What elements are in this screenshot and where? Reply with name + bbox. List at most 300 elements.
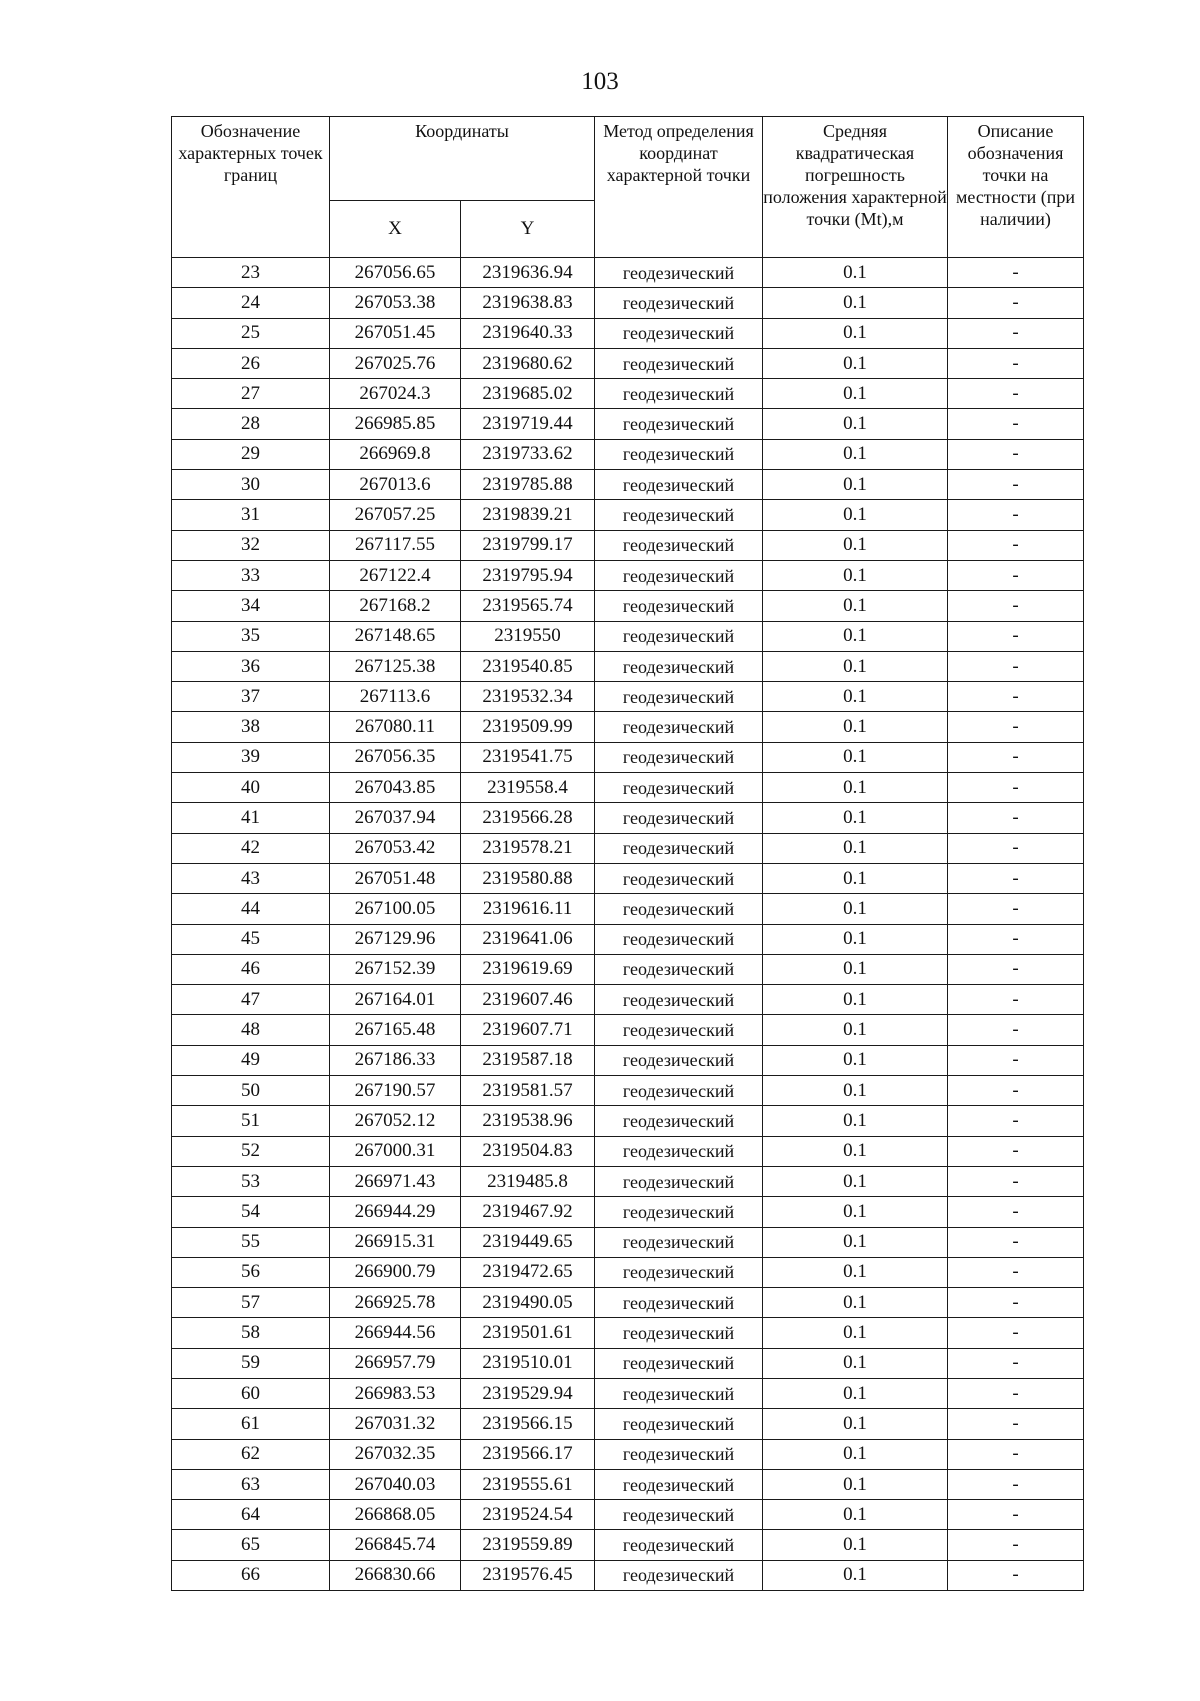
table-row: [172, 742, 1084, 772]
cell-point: 47: [172, 985, 330, 1015]
cell-method: геодезический: [595, 1166, 763, 1196]
cell-y: 2319616.11: [461, 894, 595, 924]
cell-y: 2319733.62: [461, 439, 595, 469]
cell-point: 51: [172, 1106, 330, 1136]
cell-method: геодезический: [595, 833, 763, 863]
cell-method: геодезический: [595, 409, 763, 439]
table-row: [172, 1348, 1084, 1378]
cell-description: -: [948, 500, 1084, 530]
cell-description: -: [948, 1106, 1084, 1136]
cell-error: 0.1: [763, 954, 948, 984]
cell-description: -: [948, 651, 1084, 681]
cell-error: 0.1: [763, 1378, 948, 1408]
cell-error: 0.1: [763, 742, 948, 772]
cell-method: геодезический: [595, 1409, 763, 1439]
cell-x: 267013.6: [330, 470, 461, 500]
table-row: [172, 379, 1084, 409]
cell-method: геодезический: [595, 1469, 763, 1499]
cell-y: 2319636.94: [461, 258, 595, 288]
table-row: [172, 258, 1084, 288]
cell-description: -: [948, 470, 1084, 500]
cell-description: -: [948, 439, 1084, 469]
cell-description: -: [948, 1076, 1084, 1106]
table-row: [172, 409, 1084, 439]
table-row: [172, 1439, 1084, 1469]
table-header: [172, 117, 1084, 258]
cell-point: 23: [172, 258, 330, 288]
table-row: [172, 318, 1084, 348]
cell-description: -: [948, 1348, 1084, 1378]
cell-error: 0.1: [763, 773, 948, 803]
table-row: [172, 1409, 1084, 1439]
cell-error: 0.1: [763, 1227, 948, 1257]
cell-method: геодезический: [595, 1136, 763, 1166]
cell-x: 267056.35: [330, 742, 461, 772]
cell-x: 267122.4: [330, 560, 461, 590]
cell-error: 0.1: [763, 924, 948, 954]
cell-point: 33: [172, 560, 330, 590]
cell-error: 0.1: [763, 1469, 948, 1499]
table-row: [172, 1530, 1084, 1560]
header-method: Метод определения координат характерной точки: [595, 117, 763, 258]
cell-y: 2319685.02: [461, 379, 595, 409]
cell-x: 267113.6: [330, 682, 461, 712]
cell-x: 267025.76: [330, 348, 461, 378]
cell-x: 267164.01: [330, 985, 461, 1015]
cell-y: 2319578.21: [461, 833, 595, 863]
table-row: [172, 1318, 1084, 1348]
cell-x: 267129.96: [330, 924, 461, 954]
table-row: [172, 1560, 1084, 1590]
table-body: [172, 258, 1084, 1591]
cell-y: 2319449.65: [461, 1227, 595, 1257]
cell-description: -: [948, 1318, 1084, 1348]
cell-description: -: [948, 621, 1084, 651]
cell-point: 24: [172, 288, 330, 318]
cell-x: 266845.74: [330, 1530, 461, 1560]
cell-method: геодезический: [595, 651, 763, 681]
cell-description: -: [948, 1166, 1084, 1196]
cell-description: -: [948, 833, 1084, 863]
table-row: [172, 500, 1084, 530]
cell-method: геодезический: [595, 530, 763, 560]
cell-error: 0.1: [763, 1076, 948, 1106]
cell-y: 2319795.94: [461, 560, 595, 590]
cell-x: 266969.8: [330, 439, 461, 469]
cell-point: 39: [172, 742, 330, 772]
cell-description: -: [948, 1409, 1084, 1439]
cell-error: 0.1: [763, 985, 948, 1015]
cell-y: 2319472.65: [461, 1257, 595, 1287]
cell-error: 0.1: [763, 1560, 948, 1590]
table-row: [172, 439, 1084, 469]
cell-y: 2319524.54: [461, 1500, 595, 1530]
cell-point: 37: [172, 682, 330, 712]
table-row: [172, 651, 1084, 681]
cell-error: 0.1: [763, 1530, 948, 1560]
header-description: Описание обозначения точки на местности (при наличии): [948, 117, 1084, 258]
cell-y: 2319550: [461, 621, 595, 651]
table-row: [172, 803, 1084, 833]
cell-y: 2319559.89: [461, 1530, 595, 1560]
table-row: [172, 1469, 1084, 1499]
cell-y: 2319485.8: [461, 1166, 595, 1196]
cell-x: 267000.31: [330, 1136, 461, 1166]
coordinates-table: [171, 116, 1084, 1591]
cell-method: геодезический: [595, 470, 763, 500]
cell-error: 0.1: [763, 409, 948, 439]
table-row: [172, 924, 1084, 954]
cell-method: геодезический: [595, 863, 763, 893]
cell-y: 2319576.45: [461, 1560, 595, 1590]
cell-y: 2319799.17: [461, 530, 595, 560]
cell-point: 30: [172, 470, 330, 500]
cell-error: 0.1: [763, 1500, 948, 1530]
cell-error: 0.1: [763, 1166, 948, 1196]
table-row: [172, 712, 1084, 742]
cell-x: 267148.65: [330, 621, 461, 651]
cell-x: 267053.38: [330, 288, 461, 318]
cell-y: 2319607.71: [461, 1015, 595, 1045]
cell-y: 2319501.61: [461, 1318, 595, 1348]
cell-description: -: [948, 1227, 1084, 1257]
cell-error: 0.1: [763, 439, 948, 469]
cell-error: 0.1: [763, 1348, 948, 1378]
cell-error: 0.1: [763, 470, 948, 500]
table-row: [172, 1197, 1084, 1227]
cell-point: 60: [172, 1378, 330, 1408]
cell-error: 0.1: [763, 833, 948, 863]
cell-description: -: [948, 530, 1084, 560]
cell-y: 2319541.75: [461, 742, 595, 772]
cell-error: 0.1: [763, 682, 948, 712]
cell-y: 2319558.4: [461, 773, 595, 803]
cell-error: 0.1: [763, 500, 948, 530]
cell-error: 0.1: [763, 1106, 948, 1136]
table-row: [172, 1378, 1084, 1408]
cell-x: 266925.78: [330, 1288, 461, 1318]
cell-method: геодезический: [595, 560, 763, 590]
cell-x: 267032.35: [330, 1439, 461, 1469]
table-row: [172, 621, 1084, 651]
cell-method: геодезический: [595, 1378, 763, 1408]
cell-point: 31: [172, 500, 330, 530]
cell-point: 40: [172, 773, 330, 803]
table-row: [172, 1500, 1084, 1530]
table-row: [172, 591, 1084, 621]
cell-y: 2319532.34: [461, 682, 595, 712]
cell-description: -: [948, 863, 1084, 893]
cell-x: 267024.3: [330, 379, 461, 409]
cell-x: 267043.85: [330, 773, 461, 803]
cell-point: 41: [172, 803, 330, 833]
cell-method: геодезический: [595, 954, 763, 984]
cell-error: 0.1: [763, 591, 948, 621]
cell-point: 29: [172, 439, 330, 469]
cell-error: 0.1: [763, 1197, 948, 1227]
cell-description: -: [948, 1469, 1084, 1499]
cell-point: 49: [172, 1045, 330, 1075]
cell-method: геодезический: [595, 288, 763, 318]
cell-y: 2319529.94: [461, 1378, 595, 1408]
cell-x: 266985.85: [330, 409, 461, 439]
cell-x: 266830.66: [330, 1560, 461, 1590]
table-row: [172, 1166, 1084, 1196]
cell-point: 48: [172, 1015, 330, 1045]
cell-y: 2319839.21: [461, 500, 595, 530]
cell-x: 266957.79: [330, 1348, 461, 1378]
cell-y: 2319580.88: [461, 863, 595, 893]
table-row: [172, 560, 1084, 590]
cell-point: 28: [172, 409, 330, 439]
cell-method: геодезический: [595, 924, 763, 954]
cell-point: 65: [172, 1530, 330, 1560]
cell-point: 59: [172, 1348, 330, 1378]
cell-point: 25: [172, 318, 330, 348]
cell-point: 27: [172, 379, 330, 409]
table-row: [172, 1288, 1084, 1318]
cell-point: 58: [172, 1318, 330, 1348]
cell-x: 267052.12: [330, 1106, 461, 1136]
cell-description: -: [948, 258, 1084, 288]
header-error: Средняя квадратическая погрешность положения характерной точки (Mt),м: [763, 117, 948, 258]
table-row: [172, 470, 1084, 500]
cell-point: 32: [172, 530, 330, 560]
cell-description: -: [948, 1378, 1084, 1408]
cell-point: 66: [172, 1560, 330, 1590]
cell-point: 44: [172, 894, 330, 924]
cell-point: 53: [172, 1166, 330, 1196]
header-coordinates: Координаты: [330, 117, 595, 201]
cell-y: 2319641.06: [461, 924, 595, 954]
cell-x: 267152.39: [330, 954, 461, 984]
cell-method: геодезический: [595, 712, 763, 742]
cell-description: -: [948, 894, 1084, 924]
cell-y: 2319719.44: [461, 409, 595, 439]
cell-y: 2319538.96: [461, 1106, 595, 1136]
cell-method: геодезический: [595, 318, 763, 348]
cell-description: -: [948, 1530, 1084, 1560]
cell-description: -: [948, 1560, 1084, 1590]
cell-y: 2319581.57: [461, 1076, 595, 1106]
table-row: [172, 985, 1084, 1015]
cell-method: геодезический: [595, 773, 763, 803]
cell-description: -: [948, 1257, 1084, 1287]
cell-method: геодезический: [595, 1015, 763, 1045]
cell-point: 61: [172, 1409, 330, 1439]
cell-x: 267051.45: [330, 318, 461, 348]
cell-method: геодезический: [595, 1076, 763, 1106]
cell-method: геодезический: [595, 682, 763, 712]
cell-y: 2319566.15: [461, 1409, 595, 1439]
cell-method: геодезический: [595, 1227, 763, 1257]
cell-x: 267190.57: [330, 1076, 461, 1106]
cell-x: 267037.94: [330, 803, 461, 833]
header-point: Обозначение характерных точек границ: [172, 117, 330, 258]
cell-error: 0.1: [763, 318, 948, 348]
cell-x: 266944.56: [330, 1318, 461, 1348]
cell-description: -: [948, 954, 1084, 984]
cell-error: 0.1: [763, 651, 948, 681]
cell-error: 0.1: [763, 560, 948, 590]
cell-method: геодезический: [595, 803, 763, 833]
cell-method: геодезический: [595, 1318, 763, 1348]
header-y: Y: [461, 201, 595, 258]
cell-y: 2319540.85: [461, 651, 595, 681]
table-row: [172, 1106, 1084, 1136]
cell-error: 0.1: [763, 1409, 948, 1439]
cell-description: -: [948, 1288, 1084, 1318]
cell-method: геодезический: [595, 1288, 763, 1318]
cell-x: 267125.38: [330, 651, 461, 681]
cell-point: 26: [172, 348, 330, 378]
cell-description: -: [948, 288, 1084, 318]
cell-error: 0.1: [763, 803, 948, 833]
cell-y: 2319640.33: [461, 318, 595, 348]
cell-description: -: [948, 1136, 1084, 1166]
cell-error: 0.1: [763, 1015, 948, 1045]
cell-point: 62: [172, 1439, 330, 1469]
cell-error: 0.1: [763, 863, 948, 893]
table-row: [172, 863, 1084, 893]
cell-method: геодезический: [595, 1530, 763, 1560]
cell-method: геодезический: [595, 985, 763, 1015]
table-row: [172, 1136, 1084, 1166]
cell-method: геодезический: [595, 1257, 763, 1287]
cell-x: 267040.03: [330, 1469, 461, 1499]
cell-x: 267057.25: [330, 500, 461, 530]
cell-error: 0.1: [763, 1045, 948, 1075]
cell-y: 2319566.28: [461, 803, 595, 833]
cell-error: 0.1: [763, 894, 948, 924]
cell-description: -: [948, 560, 1084, 590]
cell-point: 35: [172, 621, 330, 651]
cell-method: геодезический: [595, 1045, 763, 1075]
cell-method: геодезический: [595, 591, 763, 621]
table-row: [172, 1227, 1084, 1257]
cell-error: 0.1: [763, 1288, 948, 1318]
cell-description: -: [948, 1045, 1084, 1075]
cell-x: 267117.55: [330, 530, 461, 560]
table-row: [172, 954, 1084, 984]
cell-point: 52: [172, 1136, 330, 1166]
cell-description: -: [948, 318, 1084, 348]
cell-method: геодезический: [595, 894, 763, 924]
cell-x: 266868.05: [330, 1500, 461, 1530]
cell-error: 0.1: [763, 530, 948, 560]
cell-point: 45: [172, 924, 330, 954]
cell-x: 267168.2: [330, 591, 461, 621]
cell-error: 0.1: [763, 1439, 948, 1469]
cell-y: 2319680.62: [461, 348, 595, 378]
cell-description: -: [948, 712, 1084, 742]
cell-y: 2319619.69: [461, 954, 595, 984]
cell-description: -: [948, 1439, 1084, 1469]
cell-point: 36: [172, 651, 330, 681]
cell-description: -: [948, 682, 1084, 712]
cell-x: 266944.29: [330, 1197, 461, 1227]
table-row: [172, 288, 1084, 318]
cell-x: 266915.31: [330, 1227, 461, 1257]
table-row: [172, 1045, 1084, 1075]
cell-description: -: [948, 379, 1084, 409]
cell-x: 266900.79: [330, 1257, 461, 1287]
cell-point: 46: [172, 954, 330, 984]
cell-point: 34: [172, 591, 330, 621]
cell-method: геодезический: [595, 621, 763, 651]
table-row: [172, 348, 1084, 378]
page-number: 103: [581, 68, 619, 95]
table-row: [172, 894, 1084, 924]
table-row: [172, 530, 1084, 560]
cell-y: 2319607.46: [461, 985, 595, 1015]
cell-error: 0.1: [763, 348, 948, 378]
cell-method: геодезический: [595, 379, 763, 409]
cell-error: 0.1: [763, 288, 948, 318]
cell-point: 54: [172, 1197, 330, 1227]
cell-description: -: [948, 985, 1084, 1015]
cell-description: -: [948, 803, 1084, 833]
header-x: X: [330, 201, 461, 258]
cell-error: 0.1: [763, 621, 948, 651]
cell-error: 0.1: [763, 1257, 948, 1287]
cell-x: 267080.11: [330, 712, 461, 742]
cell-x: 267051.48: [330, 863, 461, 893]
cell-x: 267165.48: [330, 1015, 461, 1045]
table-row: [172, 773, 1084, 803]
cell-point: 57: [172, 1288, 330, 1318]
cell-point: 50: [172, 1076, 330, 1106]
cell-x: 267056.65: [330, 258, 461, 288]
cell-error: 0.1: [763, 258, 948, 288]
cell-description: -: [948, 1500, 1084, 1530]
cell-point: 56: [172, 1257, 330, 1287]
cell-method: геодезический: [595, 1439, 763, 1469]
cell-method: геодезический: [595, 258, 763, 288]
cell-x: 267186.33: [330, 1045, 461, 1075]
cell-description: -: [948, 409, 1084, 439]
cell-point: 38: [172, 712, 330, 742]
cell-method: геодезический: [595, 1348, 763, 1378]
cell-description: -: [948, 742, 1084, 772]
cell-method: геодезический: [595, 1560, 763, 1590]
cell-x: 266983.53: [330, 1378, 461, 1408]
cell-x: 266971.43: [330, 1166, 461, 1196]
table-row: [172, 682, 1084, 712]
cell-method: геодезический: [595, 1106, 763, 1136]
cell-point: 42: [172, 833, 330, 863]
cell-error: 0.1: [763, 1136, 948, 1166]
cell-y: 2319785.88: [461, 470, 595, 500]
cell-method: геодезический: [595, 1197, 763, 1227]
cell-description: -: [948, 773, 1084, 803]
cell-y: 2319566.17: [461, 1439, 595, 1469]
cell-y: 2319504.83: [461, 1136, 595, 1166]
cell-y: 2319587.18: [461, 1045, 595, 1075]
cell-error: 0.1: [763, 1318, 948, 1348]
cell-method: геодезический: [595, 439, 763, 469]
cell-description: -: [948, 1197, 1084, 1227]
cell-x: 267053.42: [330, 833, 461, 863]
cell-point: 55: [172, 1227, 330, 1257]
cell-description: -: [948, 1015, 1084, 1045]
cell-description: -: [948, 348, 1084, 378]
cell-y: 2319467.92: [461, 1197, 595, 1227]
cell-y: 2319509.99: [461, 712, 595, 742]
table-row: [172, 833, 1084, 863]
table-row: [172, 1015, 1084, 1045]
cell-point: 64: [172, 1500, 330, 1530]
